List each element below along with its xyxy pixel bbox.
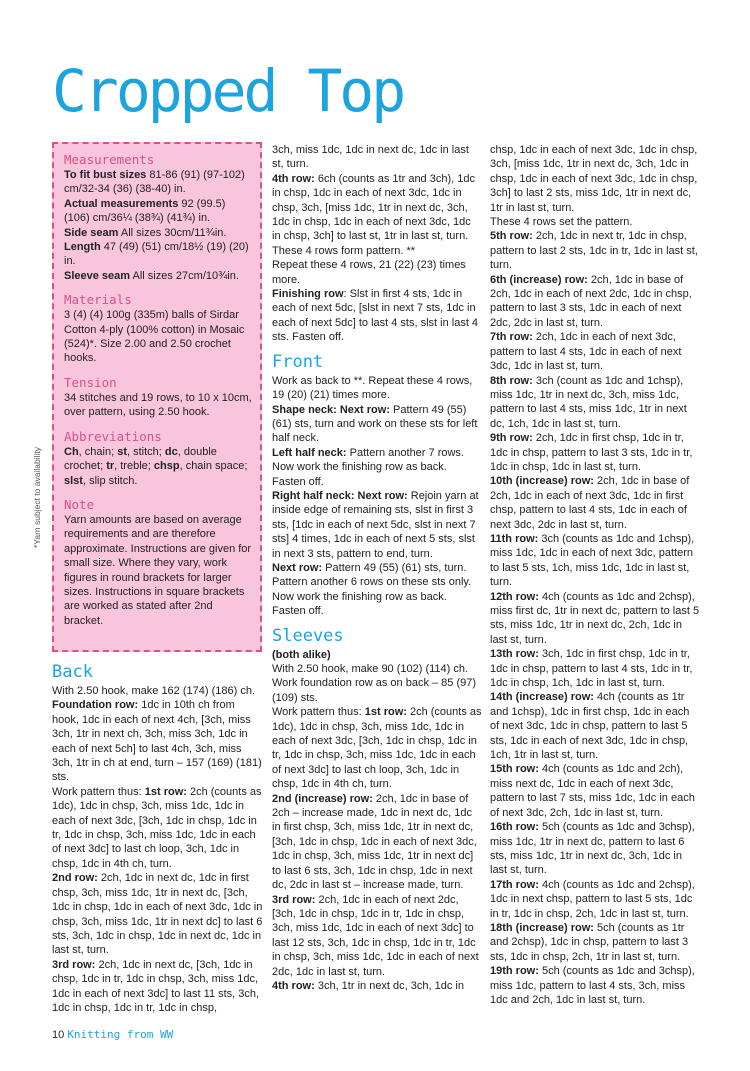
row-instruction: 10th (increase) row: 2ch, 1dc in base of 2ch, 1dc in each of next 3dc, 1dc in first chsp, pattern to last 4 sts, 1dc in each of next 3dc, 2dc in last st, turn. (490, 475, 690, 531)
row-instruction: 5th row: 2ch, 1dc in next tr, 1dc in chsp, pattern to last 2 sts, 1dc in tr, 1dc in last st, turn. (490, 230, 698, 272)
body-text: 3ch, miss 1dc, 1dc in next dc, 1dc in last st, turn. (272, 144, 469, 171)
body-text: Finishing row: Slst in first 4 sts, 1dc in each of next 5dc, [slst in next 7 sts, 1dc in each of next 5dc] to last 4 sts, slst in last 4 sts. Fasten off. (272, 288, 479, 344)
back-section (52, 658, 264, 1015)
back-text: 3rd row: 2ch, 1dc in next dc, [3ch, 1dc in chsp, 1dc in tr, 1dc in chsp, 3ch, miss 1dc, 1dc in each of next 3dc] to last 11 sts, 3ch, 1dc in chsp, 1dc in tr, 1dc in chsp, (52, 958, 260, 1014)
abbreviations-heading: Abbreviations (64, 428, 162, 444)
materials-heading: Materials (64, 292, 132, 308)
measurement-line: Sleeve seam All sizes 27cm/10¾in. (64, 269, 239, 282)
row-instruction: 16th row: 5ch (counts as 1dc and 3chsp), miss 1dc, 1tr in next dc, pattern to last 6 sts, miss 1dc, 1tr in next dc, 3ch, 1dc in last st, turn. (490, 821, 695, 877)
row-instruction: 19th row: 5ch (counts as 1dc and 3chsp), miss 1dc, pattern to last 4 sts, 3ch, miss 1dc and 2ch, 1dc in last st, turn. (490, 965, 695, 1006)
body-text: Repeat these 4 rows, 21 (22) (23) times more. (272, 259, 466, 286)
back-text: With 2.50 hook, make 162 (174) (186) ch. (52, 685, 255, 697)
body-text: With 2.50 hook, make 90 (102) (114) ch. Work foundation row as on back – 85 (97) (109) sts. (272, 663, 477, 704)
measurement-line: Side seam All sizes 30cm/11¾in. (64, 226, 227, 239)
body-text: Work as back to **. Repeat these 4 rows, 19 (20) (21) times more. (272, 374, 473, 402)
availability-note: *Yarn subject to availability (32, 447, 42, 548)
back-text: Work pattern thus: 1st row: 2ch (counts as 1dc), 1dc in chsp, 3ch, miss 1dc, 1dc in each of next 3dc, [3ch, 1dc in chsp, 1dc in tr, 1dc in chsp, 3ch, miss 1dc, 1dc in each of next 3dc] to last ch loop, 3ch, 1dc in chsp, 1dc in 4th ch, turn. (52, 785, 262, 870)
body-text: Left half neck: Pattern another 7 rows. Now work the finishing row as back. Fasten off. (272, 446, 464, 488)
row-instruction: 12th row: 4ch (counts as 1dc and 2chsp), miss first dc, 1tr in next dc, pattern to last 5 sts, miss 1dc, 1tr in next dc, 2ch, 1dc in last st, turn. (490, 590, 700, 646)
measurement-line: Actual measurements 92 (99.5) (106) cm/36¼ (38¾) (41¾) in. (64, 197, 226, 225)
publication-name: Knitting from WW (67, 1028, 174, 1041)
row-instruction: 14th (increase) row: 4ch (counts as 1tr and 1chsp), 1dc in first chsp, 1dc in each of next 3dc, 1dc in chsp, pattern to last 5 sts, 1dc in each of next 3dc, 1dc in chsp, 1ch, 1tr in last st, turn. (490, 691, 690, 762)
body-text: 4th row: 3ch, 1tr in next dc, 3ch, 1dc in (272, 979, 464, 992)
sleeves-subheading: (both alike) (272, 648, 331, 661)
row-instruction: 17th row: 4ch (counts as 1dc and 2chsp), 1dc in next chsp, pattern to last 5 sts, 1dc in tr, 1dc in chsp, 2ch, 1dc in last st, turn. (490, 878, 695, 920)
tension-heading: Tension (64, 374, 117, 390)
row-instruction: 9th row: 2ch, 1dc in first chsp, 1dc in tr, 1dc in chsp, pattern to last 3 sts, 1dc in tr, 1dc in chsp, 1dc in last st, turn. (490, 432, 693, 473)
row-instruction: 7th row: 2ch, 1dc in each of next 3dc, pattern to last 4 sts, 1dc in each of next 3dc, 1dc in last st, turn. (490, 331, 682, 373)
page-footer (52, 1028, 173, 1041)
body-text: Work pattern thus: 1st row: 2ch (counts as 1dc), 1dc in chsp, 3ch, miss 1dc, 1dc in each of next 3dc, [3ch, 1dc in chsp, 1dc in tr, 1dc in chsp, 3ch, miss 1dc, 1dc in each of next 3dc] to last ch loop, 3ch, 1dc in chsp, 1dc in 4th ch, turn. (272, 706, 482, 791)
row-instruction: 15th row: 4ch (counts as 1dc and 2ch), miss next dc, 1dc in each of next 3dc, pattern to last 7 sts, miss 1dc, 1dc in each of next 3dc, 2ch, 1dc in last st, turn. (490, 763, 695, 819)
measurements-heading: Measurements (64, 152, 155, 167)
row-instruction: 13th row: 3ch, 1dc in first chsp, 1dc in tr, 1dc in chsp, pattern to last 4 sts, 1dc in tr, 1dc in chsp, 1ch, 1dc in last st, turn. (490, 648, 693, 690)
row-instruction: 8th row: 3ch (count as 1dc and 1chsp), miss 1dc, 1tr in next dc, 3ch, miss 1dc, pattern to last 4 sts, miss 1dc, 1tr in next dc, 1ch, 1dc in last st, turn. (490, 374, 687, 430)
note-text: Yarn amounts are based on average requirements and are therefore approximate. Instructions are given for small size. Where they vary, work figures in round brackets for larger sizes. Instructions in square brackets are worked as stated after 2nd bracket. (64, 513, 252, 627)
body-text: Shape neck: Next row: Pattern 49 (55) (61) sts, turn and work on these sts for left half neck. (272, 403, 478, 445)
measurement-line: To fit bust sizes 81-86 (91) (97-102) cm/32-34 (36) (38-40) in. (64, 169, 245, 196)
measurement-line: Length 47 (49) (51) cm/18½ (19) (20) in. (64, 241, 249, 268)
column-3 (490, 143, 700, 1007)
back-text: Foundation row: 1dc in 10th ch from hook, 1dc in each of next 4ch, [3ch, miss 3ch, 1tr in next ch, 3ch, miss 3ch, 1dc in each of next 5ch] to last 4ch, 3ch, miss 3ch, 1tr in ch at end, turn – 157 (169) (181) sts. (52, 699, 262, 784)
body-text: 3rd row: 2ch, 1dc in each of next 2dc, [3ch, 1dc in chsp, 1dc in tr, 1dc in chsp, 3ch, miss 1dc, 1dc in each of next 3dc] to last 12 sts, 3ch, 1dc in chsp, 1dc in tr, 1dc in chsp, 3ch, miss 1dc, 1dc in each of next 2dc, 1dc in last st, turn. (272, 893, 479, 978)
body-text: 4th row: 6ch (counts as 1tr and 3ch), 1dc in chsp, 1dc in each of next 3dc, 1dc in chsp, 3ch, [miss 1dc, 1tr in next dc, 3ch, 1dc in chsp, 1dc in each of next 3dc, 1dc in chsp, 3ch] to last st, 1tr in last st, turn. (272, 172, 475, 243)
tension-text: 34 stitches and 19 rows, to 10 x 10cm, over pattern, using 2.50 hook. (64, 391, 252, 419)
body-text: Next row: Pattern 49 (55) (61) sts, turn. Pattern another 6 rows on these sts only. Now work the finishing row as back. Fasten off. (272, 561, 472, 618)
sleeves-heading: Sleeves (272, 625, 344, 646)
note-heading: Note (64, 496, 95, 512)
body-text: These 4 rows set the pattern. (490, 216, 633, 229)
body-text: chsp, 1dc in each of next 3dc, 1dc in chsp, 3ch, [miss 1dc, 1tr in next dc, 3ch, 1dc in chsp, 1dc in each of next 3dc, 1dc in chsp, 3ch] to last 2 sts, miss 1dc, 1tr in next dc, 1tr in last st, turn. (490, 144, 698, 214)
body-text: These 4 rows form pattern. ** (272, 244, 416, 257)
row-instruction: 6th (increase) row: 2ch, 1dc in base of 2ch, 1dc in each of next 2dc, 1dc in chsp, pattern to last 3 sts, 1dc in each of next 2dc, 2dc in last st, turn. (490, 273, 692, 329)
row-instruction: 11th row: 3ch (counts as 1dc and 1chsp), miss 1dc, 1dc in each of next 3dc, pattern to last 5 sts, 1ch, miss 1dc, 1dc in last st, turn. (490, 532, 695, 589)
front-heading: Front (272, 351, 324, 372)
back-heading: Back (52, 662, 93, 682)
page-number: 10 (52, 1029, 65, 1041)
page-title: Cropped Top (52, 57, 404, 125)
body-text: 2nd (increase) row: 2ch, 1dc in base of 2ch – increase made, 1dc in next dc, 1dc in first chsp, 3ch, miss 1dc, 1tr in next dc, [3ch, 1dc in chsp, 1dc in each of next 3dc, 1dc in chsp, 3ch, miss 1dc, 1tr in next dc] to last 6 sts, 3ch, 1dc in chsp, 1dc in next dc, 2dc in last st – increase made, turn. (272, 792, 477, 892)
back-text: 2nd row: 2ch, 1dc in next dc, 1dc in first chsp, 3ch, miss 1dc, 1tr in next dc, [3ch, 1dc in chsp, 1dc in each of next 3dc, 1dc in chsp, 3ch, miss 1dc, 1tr in next dc] to last 6 sts, 3ch, 1dc in chsp, 1dc in next dc, 1dc in last st, turn. (52, 872, 263, 957)
materials-text: 3 (4) (4) 100g (335m) balls of Sirdar Cotton 4-ply (100% cotton) in Mosaic (524)*. Size 2.00 and 2.50 crochet hooks. (64, 309, 245, 365)
info-sidebar (52, 142, 262, 652)
column-2 (272, 143, 482, 993)
row-instruction: 18th (increase) row: 5ch (counts as 1tr and 2chsp), 1dc in chsp, pattern to last 3 sts, 1dc in chsp, 2ch, 1tr in last st, turn. (490, 921, 689, 963)
body-text: Right half neck: Next row: Rejoin yarn at inside edge of remaining sts, slst in first 3 sts, [1dc in each of next 5dc, slst in next 7 sts] 4 times, 1dc in each of next 5 sts, slst in next 3 sts, pattern to end, turn. (272, 489, 479, 560)
abbreviations-text: Ch, chain; st, stitch; dc, double crochet; tr, treble; chsp, chain space; slst, slip stitch. (64, 445, 248, 487)
